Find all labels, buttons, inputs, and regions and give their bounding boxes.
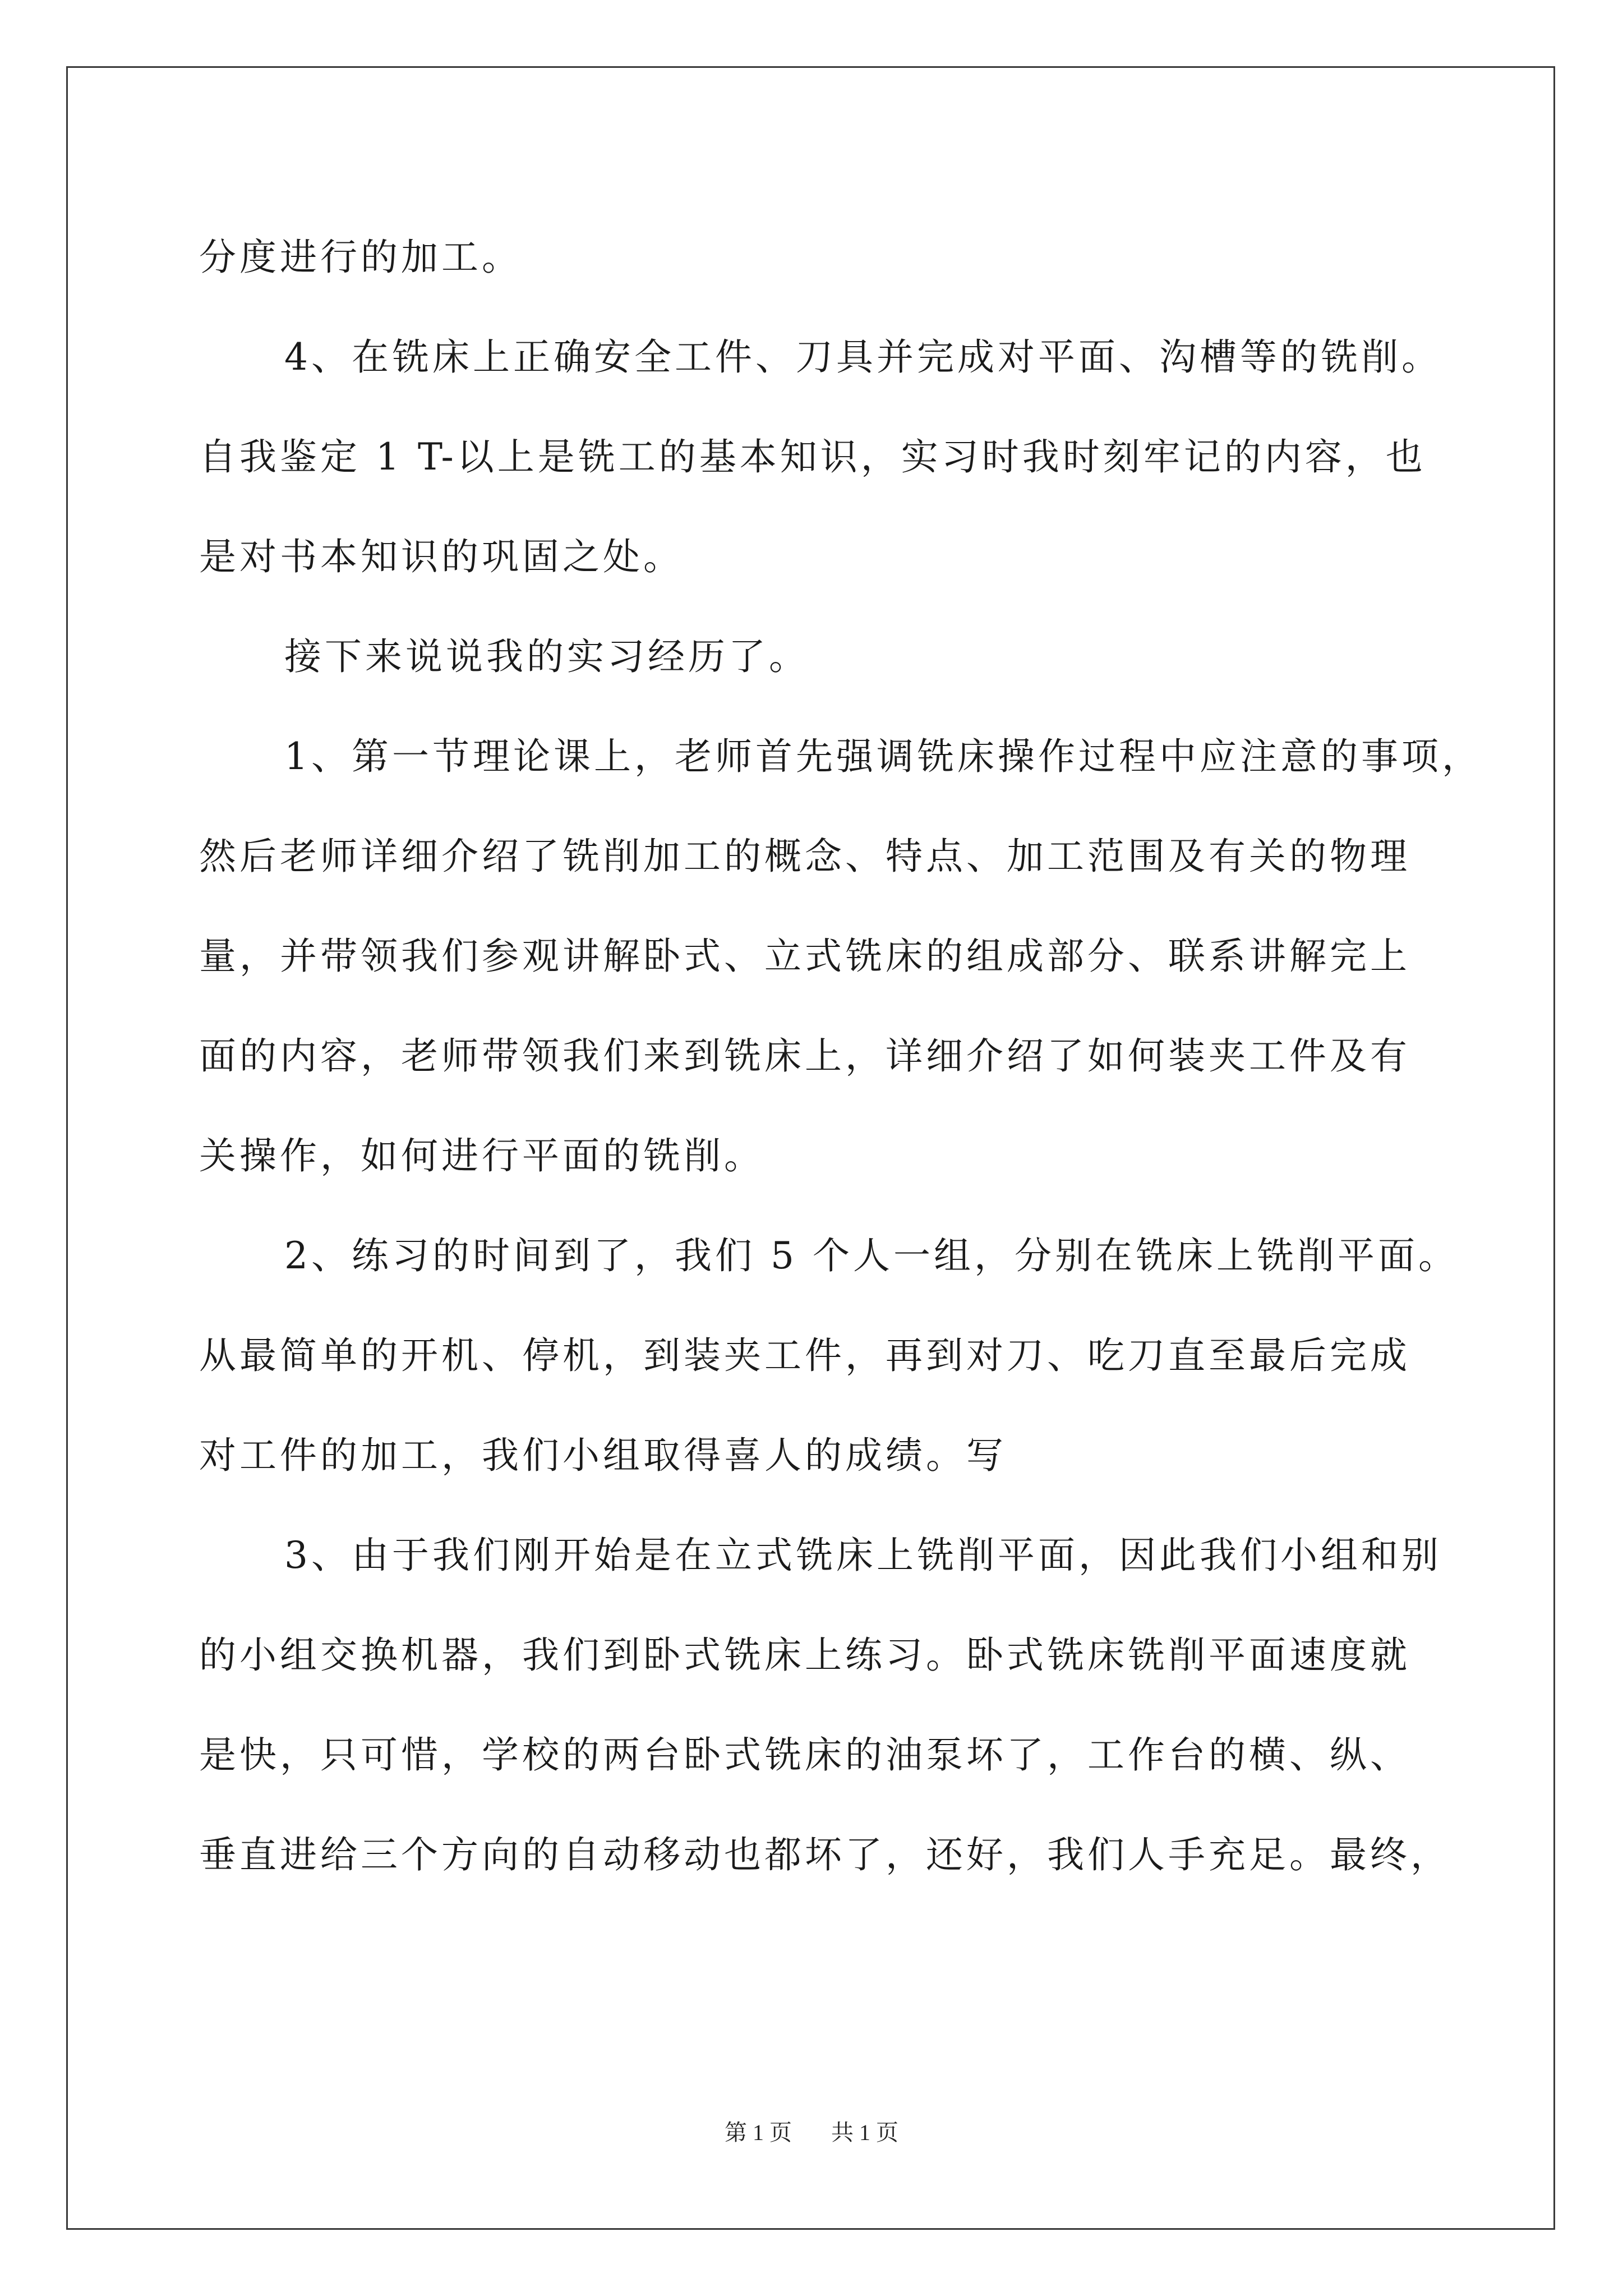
- text-line: 对工件的加工，我们小组取得喜人的成绩。写: [199, 1434, 1007, 1477]
- text-line: 3、由于我们刚开始是在立式铣床上铣削平面，因此我们小组和别: [284, 1534, 1442, 1577]
- text-line: 量，并带领我们参观讲解卧式、立式铣床的组成部分、联系讲解完上: [199, 935, 1410, 978]
- text-line: 1、第一节理论课上，老师首先强调铣床操作过程中应注意的事项，: [284, 735, 1482, 778]
- text-line: 自我鉴定 1 T-以上是铣工的基本知识，实习时我时刻牢记的内容，也: [199, 435, 1426, 478]
- text-line: 2、练习的时间到了，我们 5 个人一组，分别在铣床上铣削平面。: [284, 1234, 1459, 1277]
- text-line: 垂直进给三个方向的自动移动也都坏了，还好，我们人手充足。最终，: [199, 1833, 1451, 1876]
- text-line: 4、在铣床上正确安全工件、刀具并完成对平面、沟槽等的铣削。: [284, 335, 1442, 379]
- text-line: 分度进行的加工。: [199, 236, 522, 279]
- text-line: 面的内容，老师带领我们来到铣床上，详细介绍了如何装夹工件及有: [199, 1034, 1410, 1078]
- text-line: 接下来说说我的实习经历了。: [284, 635, 809, 678]
- text-line: 是对书本知识的巩固之处。: [199, 535, 684, 578]
- text-line: 的小组交换机器，我们到卧式铣床上练习。卧式铣床铣削平面速度就: [199, 1634, 1410, 1677]
- text-line: 然后老师详细介绍了铣削加工的概念、特点、加工范围及有关的物理: [199, 835, 1410, 878]
- page-number: 第 1 页: [725, 2120, 792, 2145]
- page-footer: [0, 2115, 1623, 2147]
- text-line: 从最简单的开机、停机，到装夹工件，再到对刀、吃刀直至最后完成: [199, 1334, 1410, 1377]
- page-total: 共 1 页: [831, 2120, 898, 2145]
- text-line: 是快，只可惜，学校的两台卧式铣床的油泵坏了，工作台的横、纵、: [199, 1733, 1410, 1777]
- text-line: 关操作，如何进行平面的铣削。: [199, 1134, 764, 1177]
- document-body: [199, 208, 1482, 1905]
